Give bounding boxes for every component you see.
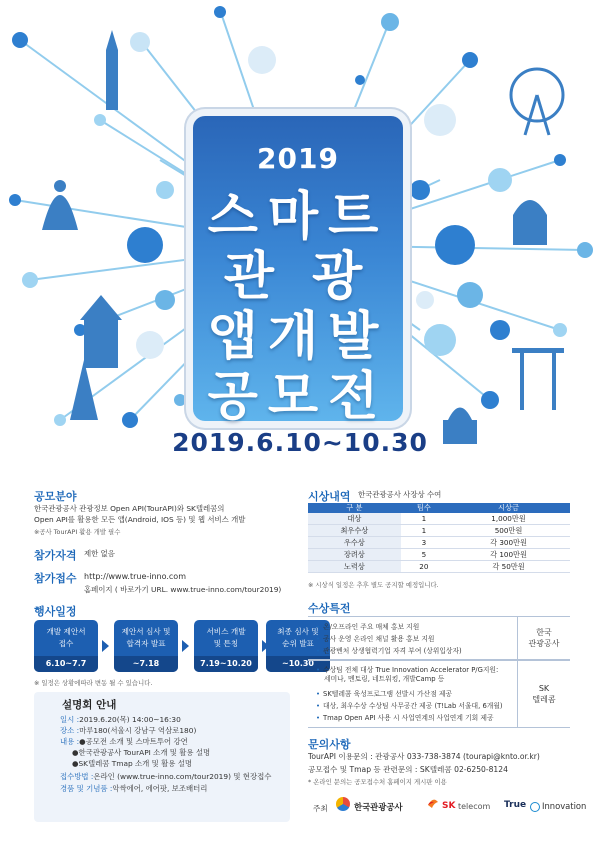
prize-cell: 1 bbox=[401, 513, 447, 525]
briefing-heading: 설명회 안내 bbox=[62, 699, 117, 711]
contact-line-2: 공모접수 및 Tmap 등 관련문의 : SK텔레콤 02-6250-8124 bbox=[308, 765, 508, 774]
prizes-heading: 시상내역 bbox=[308, 490, 351, 503]
prize-cell: 각 100만원 bbox=[447, 549, 570, 561]
true-logo-text: Innovation bbox=[542, 801, 587, 811]
benefit-owner-label: SK 텔레콤 bbox=[532, 684, 556, 704]
briefing-value-6: 온라인 (www.true-inno.com/tour2019) 및 현장접수 bbox=[93, 772, 272, 781]
table-row bbox=[308, 537, 570, 549]
prize-cell: 1,000만원 bbox=[447, 513, 570, 525]
prize-cell: 1 bbox=[401, 525, 447, 537]
briefing-row-7 bbox=[60, 783, 207, 794]
schedule-step-4-date: ~10.30 bbox=[266, 656, 330, 672]
briefing-value-3: ●공모전 소개 및 스마트투어 강연 bbox=[79, 737, 188, 746]
table-row bbox=[308, 549, 570, 561]
briefing-row-1 bbox=[60, 714, 181, 725]
title-line-3: 앱개발 bbox=[207, 307, 389, 367]
title-line-2: 관 광 bbox=[223, 247, 373, 307]
title-line-1: 스마트 bbox=[207, 187, 389, 247]
prize-table-header bbox=[308, 503, 570, 513]
benefit-group-skt bbox=[308, 660, 570, 728]
briefing-row-4 bbox=[72, 747, 210, 758]
title-card bbox=[193, 116, 403, 427]
true-ring-icon bbox=[530, 802, 540, 812]
knto-logo-icon bbox=[336, 797, 350, 811]
briefing-key-1: 일시 : bbox=[60, 715, 80, 724]
eligibility-heading: 참가자격 bbox=[34, 549, 77, 562]
title-year: 2019 bbox=[257, 142, 339, 175]
title-line-4: 공모전 bbox=[207, 367, 389, 427]
registration-heading: 참가접수 bbox=[34, 572, 77, 585]
briefing-row-6 bbox=[60, 771, 271, 782]
briefing-key-7: 경품 및 기념품 : bbox=[60, 784, 113, 793]
contest-field-line-1: 한국관광공사 관광정보 Open API(TourAPI)와 SK텔레콤의 bbox=[34, 504, 225, 513]
contact-note: * 온라인 문의는 공모접수처 홈페이지 게시판 이용 bbox=[308, 778, 447, 786]
sk-butterfly-icon bbox=[426, 795, 440, 809]
table-row bbox=[308, 513, 570, 525]
eligibility-value: 제한 없음 bbox=[84, 549, 115, 558]
prize-cell: 각 50만원 bbox=[447, 561, 570, 573]
briefing-value-4: ●한국관광공사 TourAPI 소개 및 활용 설명 bbox=[72, 748, 211, 757]
briefing-key-6: 접수방법 : bbox=[60, 772, 94, 781]
contest-field-note: ※공사 TourAPI 활용 개발 필수 bbox=[34, 528, 121, 536]
benefit-item: • 수상팀 전체 대상 True Innovation Accelerator P/G지원: bbox=[316, 664, 498, 674]
registration-url-link[interactable]: http://www.true-inno.com bbox=[84, 572, 186, 581]
prize-cell: 500만원 bbox=[447, 525, 570, 537]
registration-homepage[interactable]: 홈페이지 ( 바로가기 URL. www.true-inno.com/tour2019) bbox=[84, 585, 282, 594]
schedule-step-2-label: 제안서 심사 및 합격자 발표 bbox=[121, 627, 171, 648]
host-label: 주최 bbox=[313, 804, 328, 813]
prizes-note: ※ 시상식 일정은 추후 별도 공지할 예정입니다. bbox=[308, 581, 439, 589]
briefing-value-2: 마루180(서울시 강남구 역삼로180) bbox=[79, 726, 197, 735]
schedule-step-4-label: 최종 심사 및 순위 발표 bbox=[277, 627, 319, 648]
briefing-key-2: 장소 : bbox=[60, 726, 80, 735]
prize-col-amount: 시상금 bbox=[447, 503, 570, 513]
prize-cell: 최우수상 bbox=[308, 525, 401, 537]
benefit-owner-knto bbox=[517, 617, 570, 659]
briefing-value-1: 2019.6.20(목) 14:00~16:30 bbox=[79, 715, 181, 724]
schedule-step-2-date: ~7.18 bbox=[114, 656, 178, 672]
schedule-step-1-date: 6.10~7.7 bbox=[34, 656, 98, 672]
benefit-item: • Tmap Open API 사용 시 사업연계의 사업연계 기회 제공 bbox=[316, 712, 494, 722]
schedule-step-3-date: 7.19~10.20 bbox=[194, 656, 258, 672]
arrow-right-icon bbox=[102, 640, 109, 652]
prize-cell: 장려상 bbox=[308, 549, 401, 561]
prize-cell: 대상 bbox=[308, 513, 401, 525]
benefit-item-cont: 세미나, 멘토링, 네트워킹, 개발Camp 등 bbox=[324, 675, 445, 683]
prize-cell: 노력상 bbox=[308, 561, 401, 573]
contest-field-line-2: Open API를 활용한 모든 앱(Android, IOS 등) 및 웹 서비스 개발 bbox=[34, 515, 246, 524]
contact-line-1: TourAPI 이용문의 : 관광공사 033-738-3874 (tourapi@knto.or.kr) bbox=[308, 752, 540, 761]
briefing-row-5 bbox=[72, 758, 192, 769]
schedule-step-3 bbox=[194, 620, 258, 672]
prize-cell: 20 bbox=[401, 561, 447, 573]
contest-field-heading: 공모분야 bbox=[34, 490, 77, 503]
benefit-item: • SK텔레콤 육성프로그램 선발시 가산점 제공 bbox=[316, 688, 452, 698]
true-logo-prefix: True bbox=[504, 800, 527, 810]
schedule-heading: 행사일정 bbox=[34, 605, 77, 618]
prize-table bbox=[308, 503, 570, 573]
schedule-step-1 bbox=[34, 620, 98, 672]
briefing-key-3: 내용 : bbox=[60, 737, 80, 746]
schedule-step-2 bbox=[114, 620, 178, 672]
briefing-row-2 bbox=[60, 725, 196, 736]
benefit-item: • 대상, 최우수상 수상팀 사무공간 제공 (T!Lab 서울대, 6개월) bbox=[316, 700, 503, 710]
prize-cell: 5 bbox=[401, 549, 447, 561]
briefing-row-3 bbox=[60, 736, 188, 747]
briefing-value-7: 악싹에어, 에어팟, 보조배터리 bbox=[112, 784, 208, 793]
benefit-item: • 공사 운영 온라인 채널 활용 홍보 지원 bbox=[316, 633, 434, 643]
benefit-item: • 관광벤처 상생협력기업 자격 부여 (상위입상자) bbox=[316, 645, 462, 655]
benefit-group-knto bbox=[308, 616, 570, 660]
prize-col-category: 구 분 bbox=[308, 503, 401, 513]
briefing-value-5: ●SK텔레콤 Tmap 소개 및 활용 설명 bbox=[72, 759, 193, 768]
benefit-owner-skt bbox=[517, 661, 570, 727]
table-row bbox=[308, 525, 570, 537]
prize-cell: 우수상 bbox=[308, 537, 401, 549]
arrow-right-icon bbox=[182, 640, 189, 652]
schedule-step-1-label: 개발 제안서 접수 bbox=[46, 627, 86, 648]
benefit-item: • 온/오프라인 주요 매체 홍보 지원 bbox=[316, 621, 419, 631]
prize-cell: 3 bbox=[401, 537, 447, 549]
knto-logo-text: 한국관광공사 bbox=[354, 802, 403, 812]
benefit-owner-label: 한국 관광공사 bbox=[528, 628, 560, 648]
contact-heading: 문의사항 bbox=[308, 738, 351, 751]
schedule-note: ※ 일정은 상황에따라 변동 될 수 있습니다. bbox=[34, 679, 153, 687]
table-row bbox=[308, 561, 570, 573]
contest-period: 2019.6.10~10.30 bbox=[172, 428, 428, 457]
sponsor-logos bbox=[308, 793, 587, 823]
benefits-heading: 수상특전 bbox=[308, 602, 351, 615]
schedule-step-3-label: 서비스 개발 및 튼칭 bbox=[206, 627, 246, 648]
prize-col-teams: 팀수 bbox=[401, 503, 447, 513]
prizes-sub: 한국관광공사 사장상 수여 bbox=[358, 490, 442, 499]
prize-cell: 각 300만원 bbox=[447, 537, 570, 549]
sk-logo-text: telecom bbox=[458, 802, 491, 811]
sk-logo-prefix: SK bbox=[442, 801, 456, 811]
